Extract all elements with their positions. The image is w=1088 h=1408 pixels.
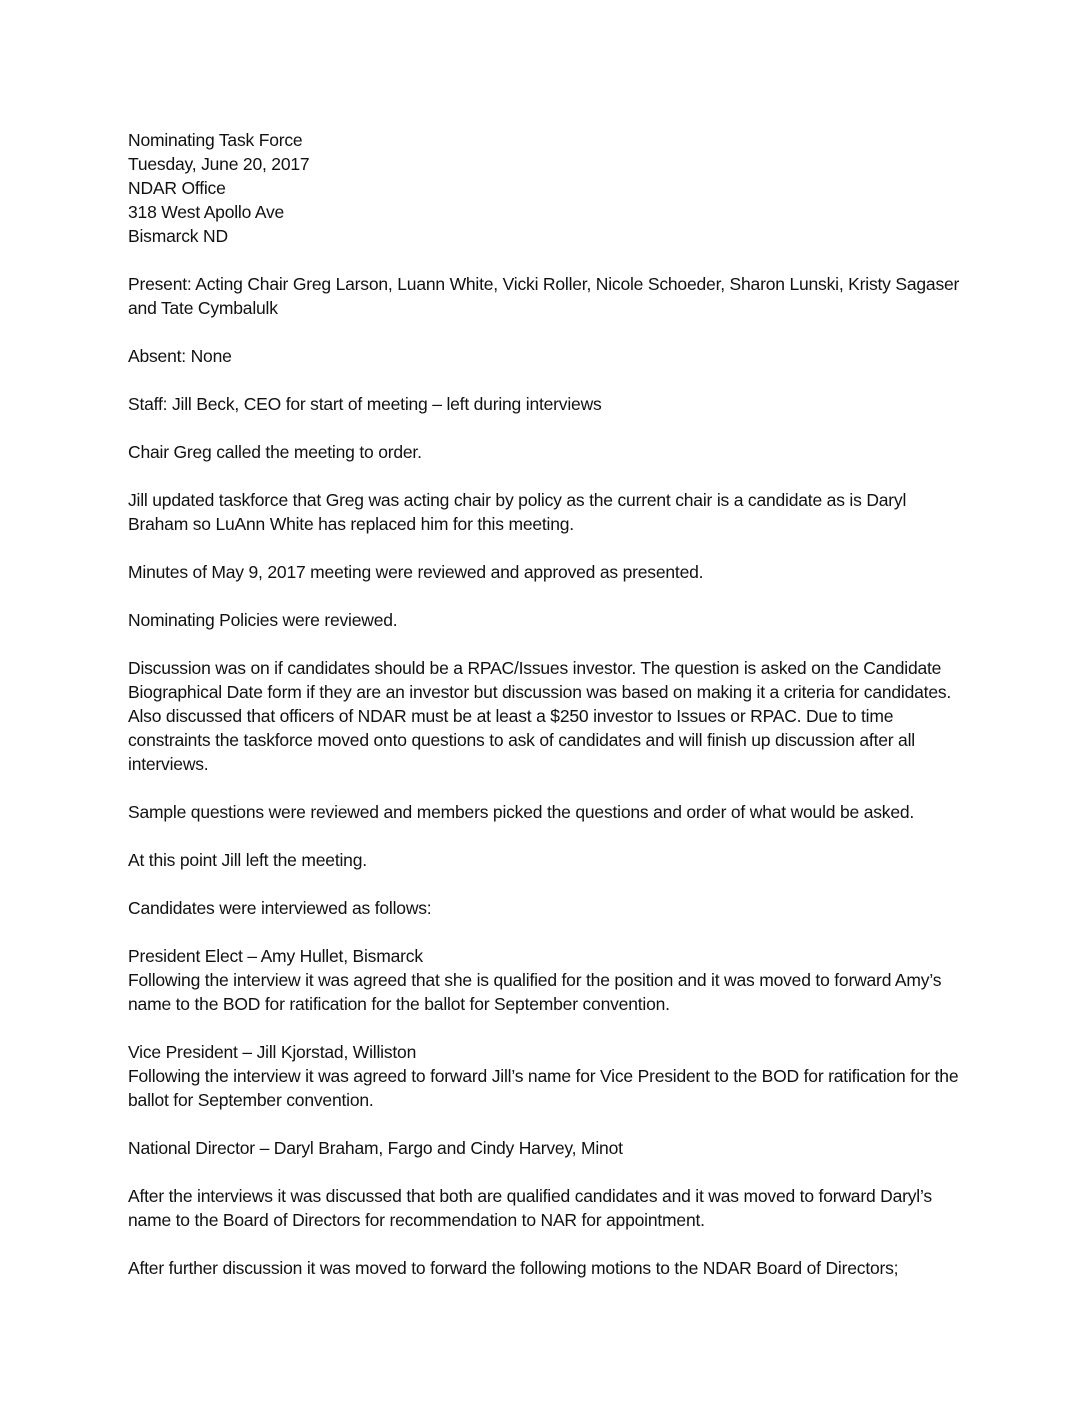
meeting-street: 318 West Apollo Ave [128,202,285,222]
candidate-national-director-heading: National Director – Daryl Braham, Fargo and Cindy Harvey, Minot [128,1138,623,1158]
minutes-body [128,128,968,1304]
meeting-date: Tuesday, June 20, 2017 [128,154,310,174]
jill-left: At this point Jill left the meeting. [128,850,367,870]
acting-chair-update: Jill updated taskforce that Greg was acting chair by policy as the current chair is a candidate as is Daryl Braham so LuAnn White has replaced him for this meeting. [128,490,907,534]
policies-reviewed: Nominating Policies were reviewed. [128,610,398,630]
further-discussion: After further discussion it was moved to forward the following motions to the NDAR Board of Directors; [128,1258,899,1278]
candidate-heading: President Elect – Amy Hullet, Bismarck [128,946,423,966]
investor-discussion: Discussion was on if candidates should be a RPAC/Issues investor. The question is asked on the Candidate Biographical Date form if they are an investor but discussion was based on making it a criteria for candidates. Also discussed that officers of NDAR must be at least a $250 investor to Issues or RPAC. Due to time constraints the taskforce moved onto questions to ask of candidates and will finish up discussion after all interviews. [128,658,952,774]
candidate-outcome: Following the interview it was agreed that she is qualified for the position and it was moved to forward Amy’s name to the BOD for ratification for the ballot for September convention. [128,970,942,1014]
present-list: Present: Acting Chair Greg Larson, Luann White, Vicki Roller, Nicole Schoeder, Sharon Lunski, Kristy Sagaser and Tate Cymbalulk [128,274,960,318]
candidate-national-director-outcome: After the interviews it was discussed that both are qualified candidates and it was moved to forward Daryl’s name to the Board of Directors for recommendation to NAR for appointment. [128,1186,932,1230]
candidate-vice-president [128,1040,968,1112]
interviews-intro: Candidates were interviewed as follows: [128,898,432,918]
meeting-title: Nominating Task Force [128,130,303,150]
meeting-location-name: NDAR Office [128,178,226,198]
absent-list: Absent: None [128,346,232,366]
sample-questions: Sample questions were reviewed and members picked the questions and order of what would be asked. [128,802,915,822]
call-to-order: Chair Greg called the meeting to order. [128,442,422,462]
candidate-heading: Vice President – Jill Kjorstad, Williston [128,1042,417,1062]
staff-list: Staff: Jill Beck, CEO for start of meeting – left during interviews [128,394,602,414]
previous-minutes: Minutes of May 9, 2017 meeting were reviewed and approved as presented. [128,562,704,582]
meeting-header [128,128,968,248]
meeting-city: Bismarck ND [128,226,228,246]
candidate-president-elect [128,944,968,1016]
candidate-outcome: Following the interview it was agreed to forward Jill’s name for Vice President to the BOD for ratification for the ballot for September convention. [128,1066,959,1110]
